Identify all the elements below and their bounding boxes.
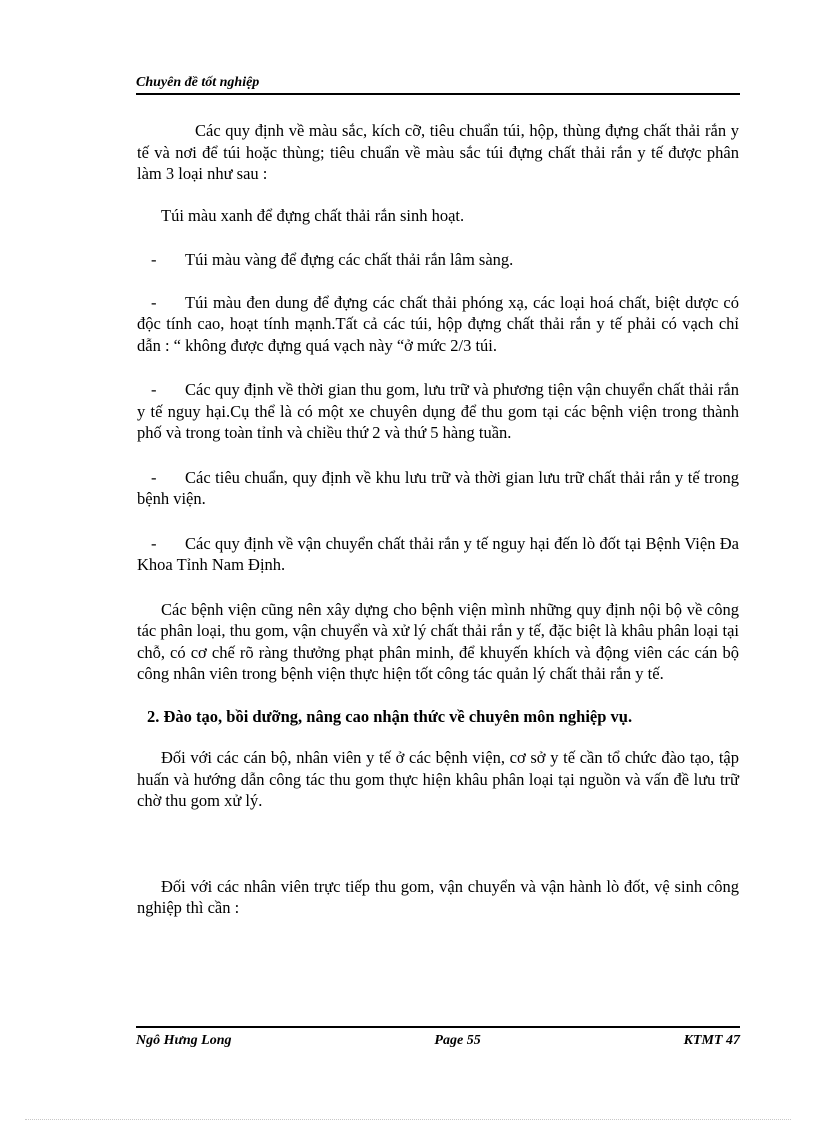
direct-staff-paragraph: Đối với các nhân viên trực tiếp thu gom, vận chuyển và vận hành lò đốt, vệ sinh công nghiệp thì cần :: [137, 876, 739, 917]
transport-item: [137, 533, 739, 576]
list-dash: -: [151, 467, 157, 487]
list-dash: -: [151, 292, 157, 312]
page-footer: [136, 1026, 740, 1049]
collection-time-item: [137, 379, 739, 444]
list-dash: -: [151, 380, 157, 399]
page-edge-divider: [25, 1119, 791, 1120]
section-heading: 2. Đào tạo, bồi dưỡng, nâng cao nhận thức về chuyên môn nghiệp vụ.: [147, 706, 633, 726]
internal-rules-paragraph: Các bệnh viện cũng nên xây dựng cho bệnh viện mình những quy định nội bộ về công tác phân loại, thu gom, vận chuyển và xử lý chất thải rắn y tế, đặc biệt là khâu phân loại tại chỗ, có cơ chế rõ ràng thưởng phạt phân minh, để khuyến khích và động viên các cán bộ công nhân viên trong bệnh viện thực hiện tốt công tác quản lý chất thải rắn y tế.: [137, 599, 739, 683]
page-header: [136, 75, 740, 95]
intro-paragraph: Các quy định về màu sắc, kích cỡ, tiêu chuẩn túi, hộp, thùng đựng chất thải rắn y tế và nơi để túi hoặc thùng; tiêu chuẩn về màu sắc túi đựng chất thải rắn y tế được phân làm 3 loại như sau :: [137, 121, 739, 183]
document-body: [137, 120, 739, 919]
footer-class: KTMT 47: [683, 1033, 740, 1048]
storage-item: [137, 467, 739, 510]
storage-text: Các tiêu chuẩn, quy định về khu lưu trữ và thời gian lưu trữ chất thải rắn y tế trong bệnh viện.: [137, 467, 739, 508]
header-title: Chuyên đề tốt nghiệp: [136, 75, 260, 90]
footer-author: Ngô Hưng Long: [136, 1033, 232, 1048]
list-dash: -: [151, 250, 157, 269]
black-bag-text: Túi màu đen dung để đựng các chất thải phóng xạ, các loại hoá chất, biệt dược có độc tính cao, hoạt tính mạnh.Tất cả các túi, hộp đựng chất thải rắn y tế phải có vạch chỉ dẫn : “ không được đựng quá vạch này “ở mức 2/3 túi.: [137, 292, 739, 355]
list-dash: -: [151, 533, 157, 553]
collection-time-text: Các quy định về thời gian thu gom, lưu trữ và phương tiện vận chuyển chất thải rắn y tế nguy hại.Cụ thể là có một xe chuyên dụng để thu gom tại các bệnh viện trong thành phố và trong toàn tỉnh và chiều thứ 2 và thứ 5 hàng tuần.: [137, 380, 739, 442]
green-bag-paragraph: Túi màu xanh để đựng chất thải rắn sinh hoạt.: [161, 205, 465, 225]
footer-page-number: Page 55: [434, 1033, 481, 1048]
yellow-bag-item: [137, 249, 739, 271]
staff-training-paragraph: Đối với các cán bộ, nhân viên y tế ở các bệnh viện, cơ sở y tế cần tổ chức đào tạo, tập huấn và hướng dẫn công tác thu gom thực hiện khâu phân loại tại nguồn và vấn đề lưu trữ chờ thu gom xử lý.: [137, 748, 739, 810]
transport-text: Các quy định về vận chuyển chất thải rắn y tế nguy hại đến lò đốt tại Bệnh Viện Đa Khoa Tỉnh Nam Định.: [137, 533, 739, 574]
yellow-bag-text: Túi màu vàng để đựng các chất thải rắn lâm sàng.: [185, 250, 514, 269]
black-bag-item: [137, 292, 739, 357]
